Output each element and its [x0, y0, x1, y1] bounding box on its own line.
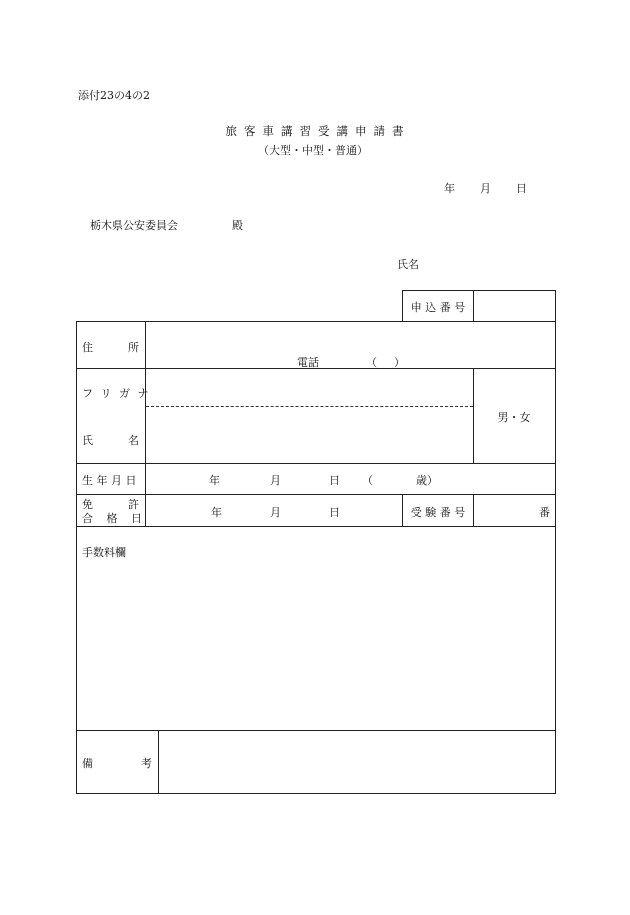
address-label-left: 住 [82, 341, 93, 354]
phone-paren-close: ） [394, 356, 405, 369]
license-year-label: 年 [211, 506, 222, 519]
license-date-field[interactable] [148, 497, 400, 524]
remarks-field[interactable] [161, 733, 553, 791]
phone-paren-open: （ [366, 356, 377, 369]
exam-number-suffix: 番 [539, 506, 550, 519]
applicant-name-label: 氏名 [397, 258, 419, 271]
gender-option[interactable]: 男・女 [497, 411, 531, 424]
license-label-1-left: 免 [82, 498, 93, 511]
license-month-label: 月 [270, 506, 281, 519]
fee-label: 手数料欄 [82, 546, 126, 559]
form-subtitle: （大型・中型・普通） [258, 144, 368, 157]
application-number-label: 申 込 番 号 [410, 301, 466, 314]
birth-year-label: 年 [209, 474, 220, 487]
remarks-label-left: 備 [82, 757, 93, 770]
birthdate-label: 生 年 月 日 [82, 474, 137, 487]
addressee-honorific: 殿 [232, 219, 243, 232]
address-label-right: 所 [128, 341, 139, 354]
birth-age-label: 歳） [416, 474, 438, 487]
license-day-label: 日 [329, 506, 340, 519]
date-year-label: 年 [444, 182, 455, 195]
address-field[interactable] [148, 323, 554, 367]
birth-month-label: 月 [270, 474, 281, 487]
remarks-label-right: 考 [141, 757, 152, 770]
birth-day-label: 日 [329, 474, 340, 487]
furigana-field[interactable] [148, 370, 470, 404]
name-label-right: 名 [128, 434, 139, 447]
fee-area[interactable] [78, 562, 554, 728]
application-number-field[interactable] [476, 292, 554, 320]
exam-number-label: 受 験 番 号 [410, 506, 466, 519]
attachment-number: 添付23の4の2 [78, 89, 150, 102]
birth-age-paren: （ [362, 474, 373, 487]
date-day-label: 日 [516, 182, 527, 195]
phone-label: 電話 [297, 356, 319, 369]
name-label-left: 氏 [82, 434, 93, 447]
name-field[interactable] [148, 409, 470, 461]
furigana-label: フ リ ガ ナ [82, 387, 151, 400]
form-title: 旅客車講習受講申請書 [225, 124, 411, 138]
date-month-label: 月 [480, 182, 491, 195]
license-label-1-right: 許 [128, 498, 139, 511]
addressee-org: 栃木県公安委員会 [90, 219, 178, 232]
license-label-2: 合 格 日 [82, 512, 147, 525]
birthdate-field[interactable] [148, 466, 552, 492]
